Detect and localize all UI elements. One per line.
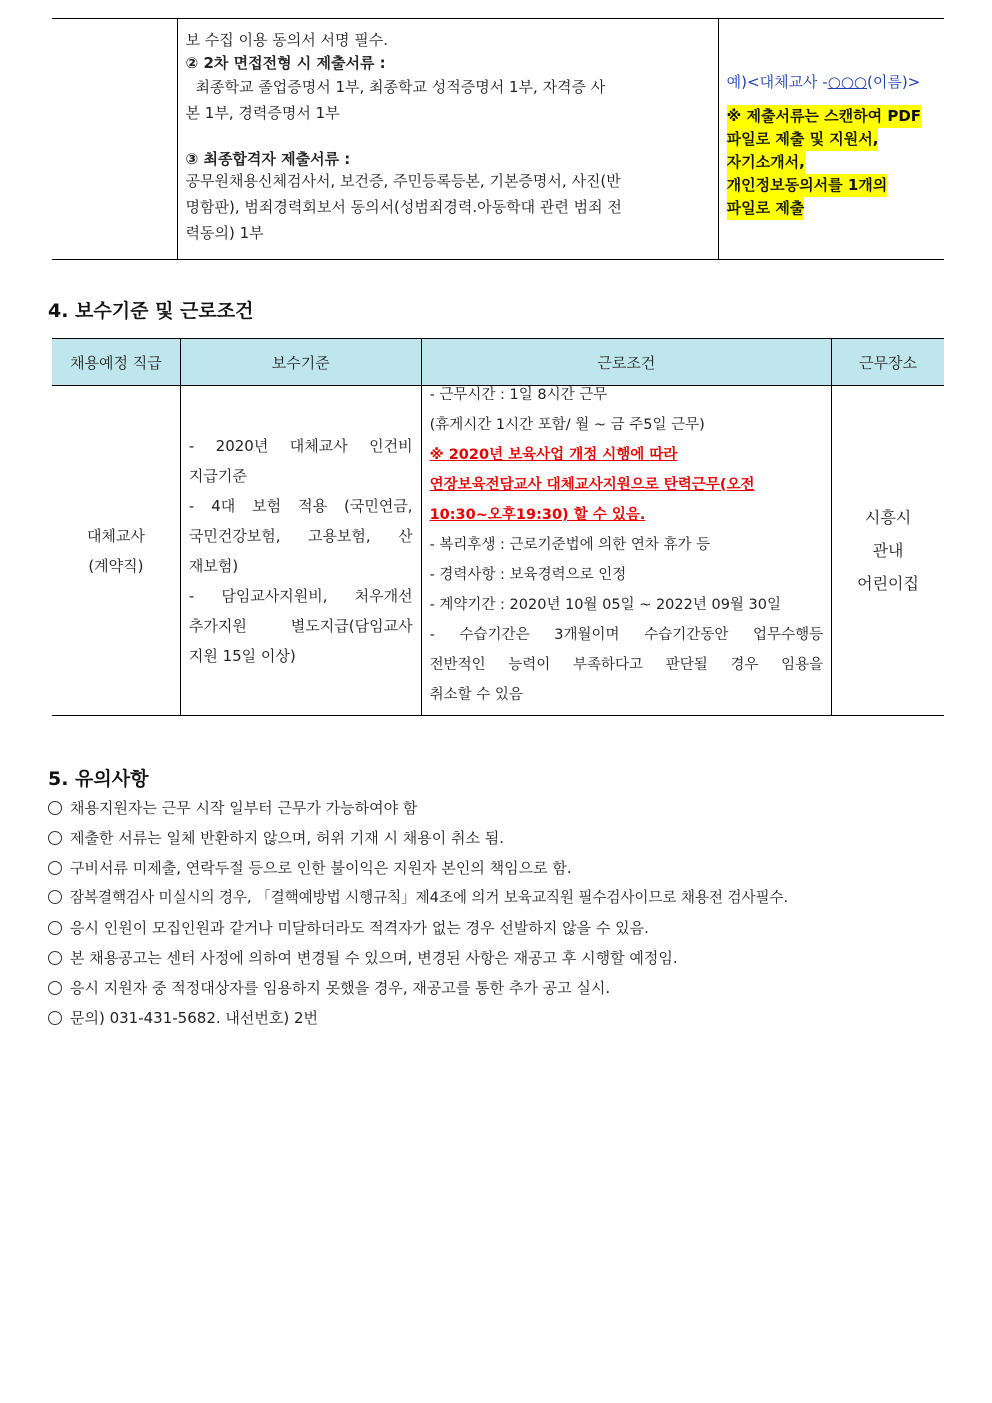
circle-bullet-icon (48, 1011, 62, 1025)
conditions-cell: - 근무시간 : 1일 8시간 근무 (휴게시간 1시간 포함/ 월 ~ 금 주5일 근무) ※ 2020년 보육사업 개정 시행에 따라 연장보육전담교사 대체교사지원으로 탄력근무(오전 10:30~오후19:30) 할 수 있음. - 복리후생 : 근로기준법에 의한 연차 휴가 등 - 경력사항 : 보육경력으로 인정 - 계약기간 : 2020년 10월 05일 ~ 2022년 09월 30일 - 수습기간은 3개월이며 수습기간동안 업무수행등 전반적인 능력이 부족하다고 판단될 경우 임용을 취소할 수 있음 (421, 386, 832, 716)
documents-content-cell (177, 19, 718, 260)
submission-highlight: ※ 제출서류는 스캔하여 PDF 파일로 제출 및 지원서, 자기소개서, 개인정보동의서를 1개의 파일로 제출 (727, 105, 944, 220)
documents-line: 공무원채용신체검사서, 보건증, 주민등록등본, 기본증명서, 사진(반 (185, 172, 621, 190)
circle-bullet-icon (48, 921, 62, 935)
circle-bullet-icon (48, 861, 62, 875)
header-conditions: 근로조건 (421, 339, 832, 386)
notice-item: 구비서류 미제출, 연락두절 등으로 인한 불이익은 지원자 본인의 책임으로 함. (48, 858, 572, 878)
circle-bullet-icon (48, 981, 62, 995)
pay-table (52, 338, 944, 716)
section5-title: 5. 유의사항 (48, 768, 149, 790)
notice-item: 채용지원자는 근무 시작 일부터 근무가 가능하여야 함 (48, 798, 417, 818)
interview-docs-heading: ② 2차 면접전형 시 제출서류 : (185, 54, 386, 72)
notice-item: 제출한 서류는 일체 반환하지 않으며, 허위 기재 시 채용이 취소 됨. (48, 828, 504, 848)
circle-bullet-icon (48, 890, 62, 904)
notice-item: 본 채용공고는 센터 사정에 의하여 변경될 수 있으며, 변경된 사항은 재공고 후 시행할 예정임. (48, 948, 678, 968)
circle-bullet-icon (48, 801, 62, 815)
notice-item: 응시 지원자 중 적정대상자를 임용하지 못했을 경우, 재공고를 통한 추가 공고 실시. (48, 978, 610, 998)
notice-item: 문의) 031-431-5682. 내선번호) 2번 (48, 1008, 318, 1028)
final-docs-heading: ③ 최종합격자 제출서류 : (185, 150, 351, 168)
circle-bullet-icon (48, 831, 62, 845)
notice-item: 응시 인원이 모집인원과 같거나 미달하더라도 적격자가 없는 경우 선발하지 않을 수 있음. (48, 918, 649, 938)
filename-example: 예)<대체교사 -○○○(이름)> (726, 73, 921, 91)
documents-note-cell (718, 19, 944, 260)
header-pay: 보수기준 (180, 339, 421, 386)
documents-line: 보 수집 이용 동의서 서명 필수. (185, 31, 389, 49)
notice-item: 잠복결핵검사 미실시의 경우, 「결핵예방법 시행규칙」제4조에 의거 보육교직원 필수검사이므로 채용전 검사필수. (48, 888, 788, 908)
documents-line: 본 1부, 경력증명서 1부 (185, 104, 340, 122)
place-cell: 시흥시 관내 어린이집 (832, 386, 944, 716)
documents-label-cell (52, 19, 177, 260)
section4-title: 4. 보수기준 및 근로조건 (48, 300, 254, 322)
pay-cell: - 2020년 대체교사 인건비 지급기준 - 4대 보험 적용 (국민연금, 국민건강보험, 고용보험, 산 재보험) - 담임교사지원비, 처우개선 추가지원 별도지급(담임교사 지원 15일 이상) (180, 386, 421, 716)
header-place: 근무장소 (832, 339, 944, 386)
documents-line: 최종학교 졸업증명서 1부, 최종학교 성적증명서 1부, 자격증 사 (195, 78, 606, 96)
documents-line: 력동의) 1부 (185, 224, 264, 242)
documents-line: 명함판), 범죄경력회보서 동의서(성범죄경력.아동학대 관련 범죄 전 (185, 198, 622, 216)
position-cell: 대체교사 (계약직) (52, 386, 180, 716)
documents-table (52, 18, 944, 260)
circle-bullet-icon (48, 951, 62, 965)
header-position: 채용예정 직급 (52, 339, 180, 386)
